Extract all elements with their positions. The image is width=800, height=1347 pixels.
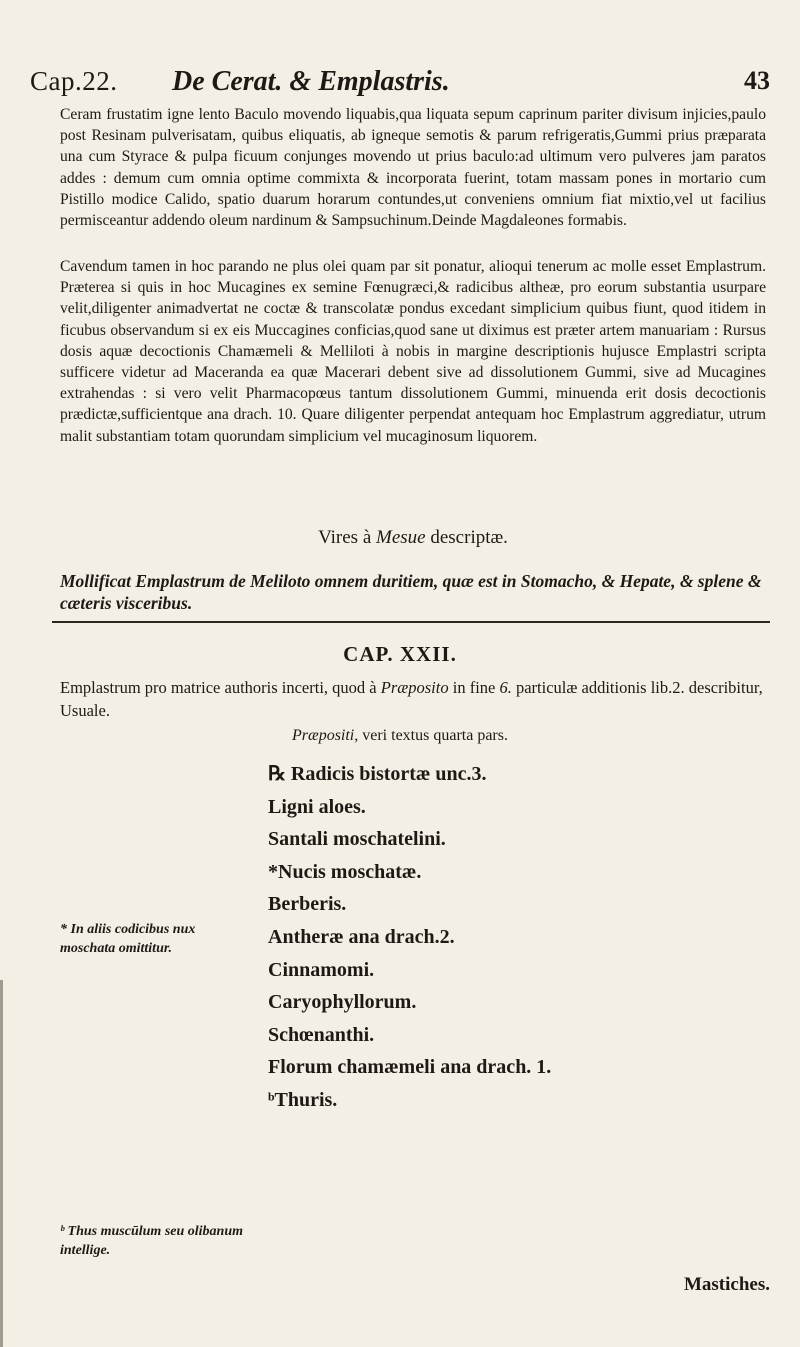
ingredient-item: Caryophyllorum. xyxy=(268,991,417,1014)
chapter-heading: CAP. XXII. xyxy=(343,642,457,666)
page-number: 43 xyxy=(744,66,770,95)
chapter-intro xyxy=(60,676,766,722)
praepositi-line xyxy=(0,727,800,745)
ingredient-item: Santali moschatelini. xyxy=(268,828,446,851)
virtues-text: Mollificat Emplastrum de Meliloto omnem duritiem, quæ est in Stomacho, & Hepate, & splene & cæteris visceribus. xyxy=(60,571,762,613)
chapter-label: Cap.22. xyxy=(30,66,118,96)
intro-text-3: particulæ additionis lib.2. describitur, Usuale. xyxy=(60,678,763,720)
vires-text: Vires à xyxy=(318,527,372,548)
ingredient-item: ᵇThuris. xyxy=(268,1088,338,1111)
ingredient-item: ℞ Radicis bistortæ unc.3. xyxy=(268,763,487,785)
section-divider xyxy=(52,621,770,623)
ingredient-item: Ligni aloes. xyxy=(268,795,366,818)
intro-text-2: in fine xyxy=(452,678,496,697)
margin-note-nux: * In aliis codicibus nux moschata omittitur. xyxy=(60,922,196,956)
paragraph-preparation: Ceram frustatim igne lento Baculo movendo liquabis,qua liquata sepum caprinum pariter divisum injicies,paulo post Resinam pulverisatam, quibus eliquatis, ab igneque semotis & parum refrigeratis,Gummi prius præparata una cum Styrace & pulpa ficuum conjunges movendo ut prius baculo:ad ultimum vero pulveres jam paratos addes : demum cum omnia optime commixta & incorporata fuerint, totam massam pones in mortario cum Pistillo modice Calido, spatio duarum horarum contundes,ut conveniens omnium fiat mixtio,vel ut facilius permisceantur addendo oleum nardinum & Sampsuchinum.Deinde Magdaleones formabis. xyxy=(60,106,766,230)
ingredient-item: Antheræ ana drach.2. xyxy=(268,925,455,948)
catchword: Mastiches. xyxy=(683,1274,770,1295)
vires-heading xyxy=(60,527,766,549)
intro-italic-2: 6. xyxy=(499,678,512,697)
vires-suffix: descriptæ. xyxy=(430,527,508,548)
ingredient-item: Cinnamomi. xyxy=(268,958,375,981)
ingredient-list xyxy=(268,758,768,1117)
intro-italic-1: Præposito xyxy=(380,678,449,697)
paragraph-caution: Cavendum tamen in hoc parando ne plus olei quam par sit ponatur, alioqui tenerum ac molle esset Emplastrum. Præterea si quis in hoc Mucagines ex semine Fœnugræci,& radicibus altheæ, pro eorum substantia usurpare velit,diligenter animadvertat ne coctæ & transcolatæ pondus excedant simplicium quibus fiunt, quod itidem in ficubus observandum si ex eis Muccagines conficias,quod sane ut diximus est præter artem manuariam : Rursus dosis aquæ decoctionis Chamæmeli & Melliloti à nobis in margine descriptionis hujusce Emplastri scripta sufficere videtur ad Maceranda ea quæ Macerari debent sive ad dissolutionem Gummi, sive ad Mucagines extrahendas : si vero velit Pharmacopœus tantum dissolutionem Gummi, minuenda erit dosis decoctionis prædictæ,sufficientque ana drach. 10. Quare diligenter perpendat antequam hoc Emplastrum aggrediatur, utrum malit substantiam totam quorundam simplicium vel mucaginosum liquorem. xyxy=(60,258,766,445)
ingredient-item: Florum chamæmeli ana drach. 1. xyxy=(268,1056,552,1079)
ingredient-item: Berberis. xyxy=(268,893,347,916)
running-header xyxy=(30,66,770,106)
running-title: De Cerat. & Emplastris. xyxy=(172,66,450,97)
page-edge-shadow xyxy=(0,980,3,1347)
praepositi-text: veri textus quarta pars. xyxy=(362,727,508,744)
vires-author: Mesue xyxy=(376,527,426,548)
ingredient-item: *Nucis moschatæ. xyxy=(268,860,422,883)
margin-note-thus: ᵇ Thus muscūlum seu olibanum intellige. xyxy=(60,1224,244,1258)
ingredient-item: Schœnanthi. xyxy=(268,1023,375,1046)
praepositi-italic: Præpositi, xyxy=(292,727,359,744)
intro-text-1: Emplastrum pro matrice authoris incerti, quod à xyxy=(60,678,377,697)
